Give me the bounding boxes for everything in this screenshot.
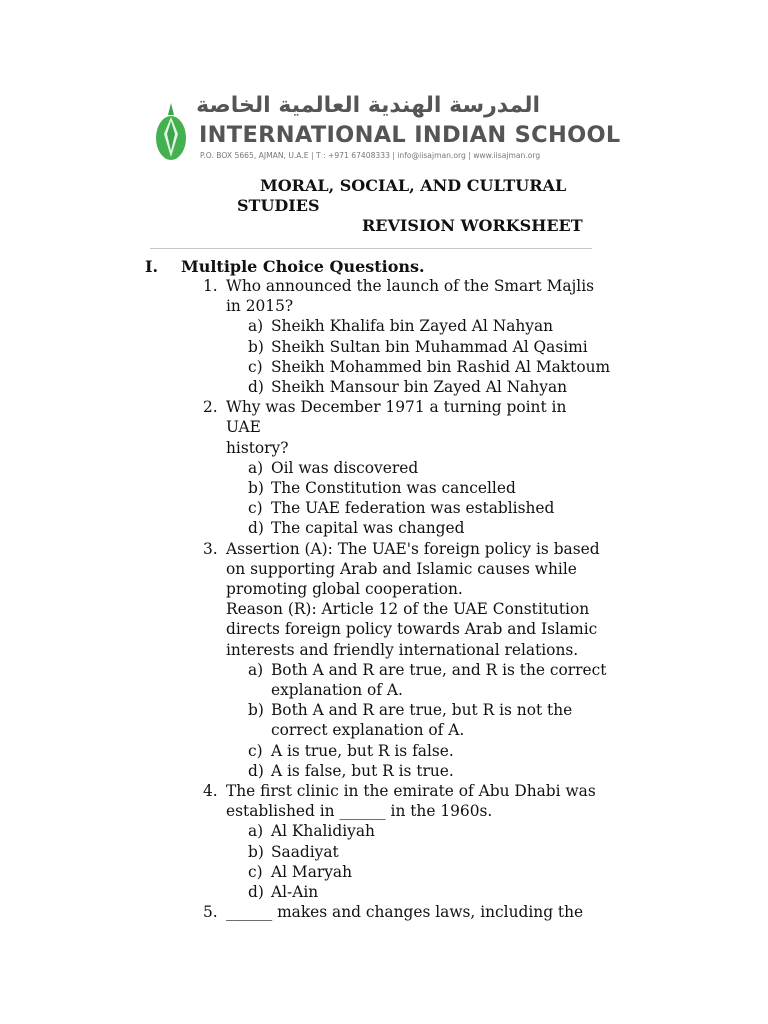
- option-label: d): [248, 519, 264, 538]
- option-text: Sheikh Mansour bin Zayed Al Nahyan: [271, 378, 568, 397]
- option-label: a): [248, 458, 264, 477]
- answer-option: [0, 478, 611, 498]
- option-text: The UAE federation was established: [271, 499, 555, 518]
- option-label: b): [248, 479, 264, 498]
- answer-option: [0, 316, 611, 336]
- option-label: b): [248, 701, 264, 720]
- option-text: The Constitution was cancelled: [271, 479, 516, 498]
- option-label: d): [248, 883, 264, 902]
- option-label: a): [248, 822, 264, 841]
- question-number: 4.: [203, 782, 218, 801]
- question-number: 3.: [203, 539, 218, 558]
- option-label: d): [248, 761, 264, 780]
- option-text: Sheikh Khalifa bin Zayed Al Nahyan: [271, 317, 554, 336]
- option-label: a): [248, 660, 264, 679]
- question-reason-text: Reason (R): Article 12 of the UAE Constitution directs foreign policy towards Arab and Islamic interests and friendly international relations.: [226, 600, 598, 659]
- school-contact-line: P.O. BOX 5665, AJMAN, U.A.E | T : +971 67408333 | info@iisajman.org | www.iisajman.org: [200, 151, 541, 160]
- answer-option: [0, 458, 611, 478]
- option-label: b): [248, 842, 264, 861]
- option-text: Both A and R are true, but R is not the correct explanation of A.: [271, 701, 573, 740]
- worksheet-title-line-1: MORAL, SOCIAL, AND CULTURAL: [260, 176, 567, 195]
- question-item: [0, 539, 606, 600]
- section-heading: [145, 257, 425, 276]
- option-text: Al-Ain: [271, 883, 319, 902]
- question-text: ______ makes and changes laws, including the: [226, 903, 584, 922]
- worksheet-title-line-2: STUDIES: [237, 196, 320, 215]
- option-text: A is true, but R is false.: [271, 741, 454, 760]
- option-label: c): [248, 499, 263, 518]
- question-list: [0, 276, 768, 923]
- option-label: d): [248, 378, 264, 397]
- option-text: Al Khalidiyah: [271, 822, 375, 841]
- question-number: 2.: [203, 398, 218, 417]
- section-number: I.: [145, 257, 159, 276]
- answer-option: [0, 337, 611, 357]
- answer-option: [0, 498, 611, 518]
- option-label: c): [248, 862, 263, 881]
- school-name: INTERNATIONAL INDIAN SCHOOL: [199, 122, 621, 148]
- question-text: Why was December 1971 a turning point in UAE history?: [226, 398, 567, 457]
- school-logo-icon: [155, 101, 187, 161]
- answer-option: [0, 660, 611, 700]
- option-text: Sheikh Mohammed bin Rashid Al Maktoum: [271, 357, 611, 376]
- answer-option: [0, 377, 611, 397]
- question-item: [0, 902, 606, 922]
- question-text: The first clinic in the emirate of Abu Dhabi was established in ______ in the 1960s.: [226, 782, 596, 821]
- option-label: b): [248, 337, 264, 356]
- question-item: [0, 781, 606, 821]
- section-title: Multiple Choice Questions.: [181, 257, 425, 276]
- question-text: Assertion (A): The UAE's foreign policy is based on supporting Arab and Islamic causes while promoting global cooperation.: [226, 539, 600, 599]
- option-text: Al Maryah: [271, 862, 353, 881]
- answer-option: [0, 357, 611, 377]
- question-text: Who announced the launch of the Smart Majlis in 2015?: [226, 277, 595, 316]
- answer-option: [0, 761, 611, 781]
- option-text: The capital was changed: [271, 519, 465, 538]
- option-text: Oil was discovered: [271, 458, 419, 477]
- option-text: A is false, but R is true.: [271, 761, 454, 780]
- question-item: [0, 276, 606, 316]
- header-divider: [150, 248, 592, 249]
- question-number: 1.: [203, 277, 218, 295]
- worksheet-subtitle: REVISION WORKSHEET: [362, 216, 583, 235]
- answer-option: [0, 741, 611, 761]
- answer-option: [0, 842, 611, 862]
- option-text: Sheikh Sultan bin Muhammad Al Qasimi: [271, 337, 588, 356]
- question-number: 5.: [203, 903, 218, 922]
- answer-option: [0, 882, 611, 902]
- option-text: Saadiyat: [271, 842, 339, 861]
- option-label: c): [248, 357, 263, 376]
- answer-option: [0, 862, 611, 882]
- question-item: [0, 397, 606, 458]
- option-label: a): [248, 317, 264, 336]
- answer-option: [0, 700, 611, 740]
- answer-option: [0, 518, 611, 538]
- option-text: Both A and R are true, and R is the correct explanation of A.: [271, 660, 607, 700]
- option-label: c): [248, 741, 263, 760]
- school-name-arabic: المدرسة الهندية العالمية الخاصة: [196, 93, 540, 118]
- answer-option: [0, 821, 611, 841]
